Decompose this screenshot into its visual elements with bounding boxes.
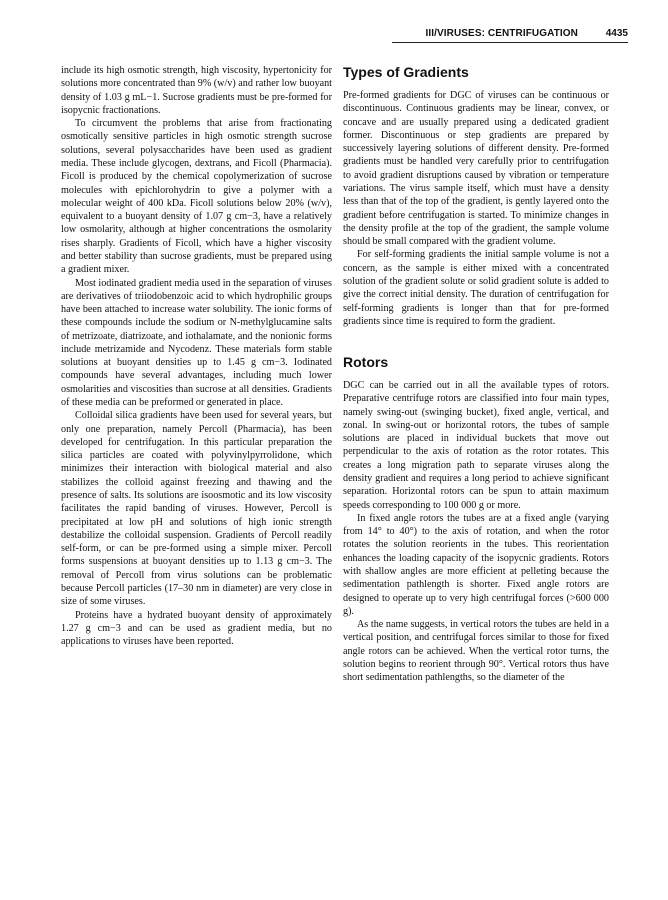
running-head: III/VIRUSES: CENTRIFUGATION — [425, 28, 578, 39]
paragraph: Proteins have a hydrated buoyant density of approximately 1.27 g cm−3 and can be used as gradient media, but no applications to viruses have been reported. — [61, 609, 332, 648]
paragraph: As the name suggests, in vertical rotors the tubes are held in a vertical position, and centrifugal forces similar to those for fixed angle rotors can be achieved. When the vertical rotor turns, the solution begins to reorient through 90°. Vertical rotors thus have short sedimentation pathlengths, so the diameter of the — [343, 619, 609, 684]
paragraph: Pre-formed gradients for DGC of viruses can be continuous or discontinuous. Continuous gradients may be linear, convex, or concave and are usually prepared using a dedicated gradient former. Discontinuous or step gradients are prepared by successively layering solutions of different density. Pre-formed gradients must be handled very carefully prior to centrifugation to avoid gradient disruptions caused by vibration or temperature variations. The virus sample itself, which must have a density less than that of the top of the gradient, is gently layered onto the gradient before centrifugation is started. To minimize changes in the density profile at the top of the gradient, the sample volume should be small compared with the gradient volume. — [343, 90, 609, 248]
paragraph: For self-forming gradients the initial sample volume is not a concern, as the sample is either mixed with a concentrated solution of the gradient solute or solid gradient solute is added to give the correct initial density. The duration of centrifugation for self-forming gradients is longer than that for pre-formed gradients since time is required to form the gradient. — [343, 249, 609, 327]
paragraph: include its high osmotic strength, high viscosity, hypertonicity for solutions more concentrated than 9% (w/v) and rather low buoyant density of 1.03 g mL−1. Sucrose gradients must be pre-formed for isopycnic fractionations. — [61, 65, 332, 116]
right-column — [343, 64, 609, 685]
paragraph: DGC can be carried out in all the available types of rotors. Preparative centrifuge rotors are classified into four main types, namely swing-out (swinging bucket), fixed angle, vertical, and zonal. In swing-out or horizontal rotors, the tubes of sample solutions are placed in individual buckets that move out perpendicular to the axis of rotation as the rotor rotates. This creates a long migration path to separate viruses along the density gradient and requires a long period to achieve significant separation. Horizontal rotors can be spun to attain maximum speeds corresponding to 100 000 g or more. — [343, 380, 609, 511]
paragraph: Colloidal silica gradients have been used for several years, but only one preparation, namely Percoll (Pharmacia), has been developed for centrifugation. In this particular preparation the silica particles are coated with polyvinylpyrrolidone, which minimizes their interaction with biological material and also stabilizes the colloid against freezing and thawing and the presence of salts. Its solutions are isoosmotic and its low viscosity facilitates the rapid banding of viruses. However, Percoll is precipitated at low pH and solutions of high ionic strength destabilize the colloidal suspension. Gradients of Percoll readily self-form, or can be pre-formed using a simple mixer. Percoll forms suspensions at buoyant densities up to 1.13 g cm−3. The removal of Percoll from virus solutions can be problematic because Percoll particles (17–30 nm in diameter) are very close in size of some viruses. — [61, 410, 332, 608]
paragraph: To circumvent the problems that arise from fractionating osmotically sensitive particles in high osmotic strength sucrose solutions, several polysaccharides have been used as gradient media. These include glycogen, dextrans, and Ficoll (Pharmacia). Ficoll is produced by the chemical copolymerization of sucrose molecules with epichlorohydrin to give a polymer with a molecular weight of 400 kDa. Ficoll solutions below 20% (w/v), equivalent to a buoyant density of 1.07 g cm−3, have a relatively low osmolarity, although at higher concentrations the osmolarity rises sharply. Gradients of Ficoll, which have a higher viscosity and better stability than sucrose gradients, must be prepared using a gradient mixer. — [61, 118, 332, 276]
left-column — [61, 64, 332, 648]
page-header — [40, 26, 628, 42]
paragraph: Most iodinated gradient media used in the separation of viruses are derivatives of triiodobenzoic acid to which hydrophilic groups have been attached to increase water solubility. The ionic forms of these compounds include the sodium or N-methylglucamine salts of metrizoate, diatrizoate, and iothalamate, and the nonionic forms include metrizamide and Nycodenz. These materials form stable solutions at buoyant densities up to 1.45 g cm−3. Iodinated compounds have several advantages, including much lower osmolarities and viscosities than sucrose at all densities. Gradients of these media can be preformed or generated in place. — [61, 277, 332, 409]
header-rule — [392, 42, 628, 43]
paragraph: In fixed angle rotors the tubes are at a fixed angle (varying from 14° to 40°) to the axis of rotation, and when the rotor rotates the solution reorients in the tubes. This reorientation enhances the loading capacity of the isopycnic gradients. Rotors with shallow angles are more efficient at pelleting because the sedimentation pathlength is shorter. Fixed angle rotors are designed to operate up to very high centrifugal forces (>600 000 g). — [343, 512, 609, 617]
page-number: 4435 — [605, 28, 628, 39]
section-heading-rotors: Rotors — [343, 354, 389, 371]
section-heading-types-of-gradients: Types of Gradients — [343, 64, 469, 80]
